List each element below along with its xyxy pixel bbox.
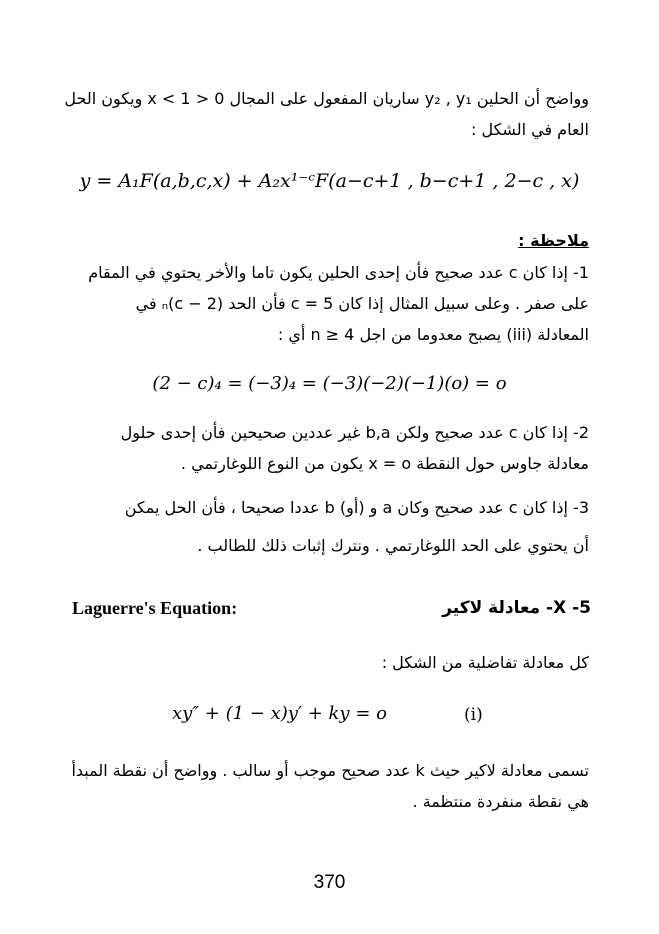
equation-label: (i) (464, 705, 483, 725)
laguerre-intro: كل معادلة تفاضلية من الشكل : (381, 653, 589, 672)
section-title-english: Laguerre's Equation: (72, 598, 238, 618)
page-number: 370 (313, 872, 346, 893)
laguerre-desc-line1: تسمى معادلة لاكير حيث k عدد صحيح موجب أو سالب . وواضح أن نقطة المبدأ (71, 761, 589, 780)
intro-line-2: العام في الشكل : (471, 120, 589, 139)
note-item1-line2: على صفر . وعلى سبيل المثال إذا كان c = 5 فأن الحد (2 − c)ₙ في (135, 294, 589, 313)
factorial-equation: (2 − c)₄ = (−3)₄ = (−3)(−2)(−1)(o) = o (152, 373, 507, 394)
note-title: ملاحظة : (518, 231, 589, 250)
note-item2-line1: 2- إذا كان c عدد صحيح ولكن b,a غير عددين صحيحين فأن إحدى حلول (120, 423, 589, 442)
note-item1-line3: المعادلة (iii) يصبح معدوما من اجل n ≥ 4 أي : (277, 325, 589, 344)
note-item3-line2: أن يحتوي على الحد اللوغارتمي . ونترك إثبات ذلك للطالب . (197, 536, 589, 555)
laguerre-desc-line2: هي نقطة منفردة منتظمة . (412, 792, 589, 811)
intro-line-1: وواضح أن الحلين y₂ , y₁ ساريان المفعول على المجال 0 < x < 1 ويكون الحل (64, 89, 589, 108)
laguerre-equation: xy″ + (1 − x)y′ + ky = o (172, 703, 387, 724)
section-title-arabic: X -5- معادلة لاكير (442, 598, 591, 618)
note-item3-line1: 3- إذا كان c عدد صحيح وكان a و (أو) b عددا صحيحا ، فأن الحل يمكن (124, 498, 589, 517)
note-item2-line2: معادلة جاوس حول النقطة x = o يكون من النوع اللوغارتمي . (180, 454, 589, 473)
general-solution-equation: y = A₁F(a,b,c,x) + A₂x¹⁻ᶜF(a−c+1 , b−c+1 , 2−c , x) (79, 170, 580, 192)
note-item1-line1: 1- إذا كان c عدد صحيح فأن إحدى الحلين يكون تاما والأخر يحتوي في المقام (88, 263, 589, 282)
